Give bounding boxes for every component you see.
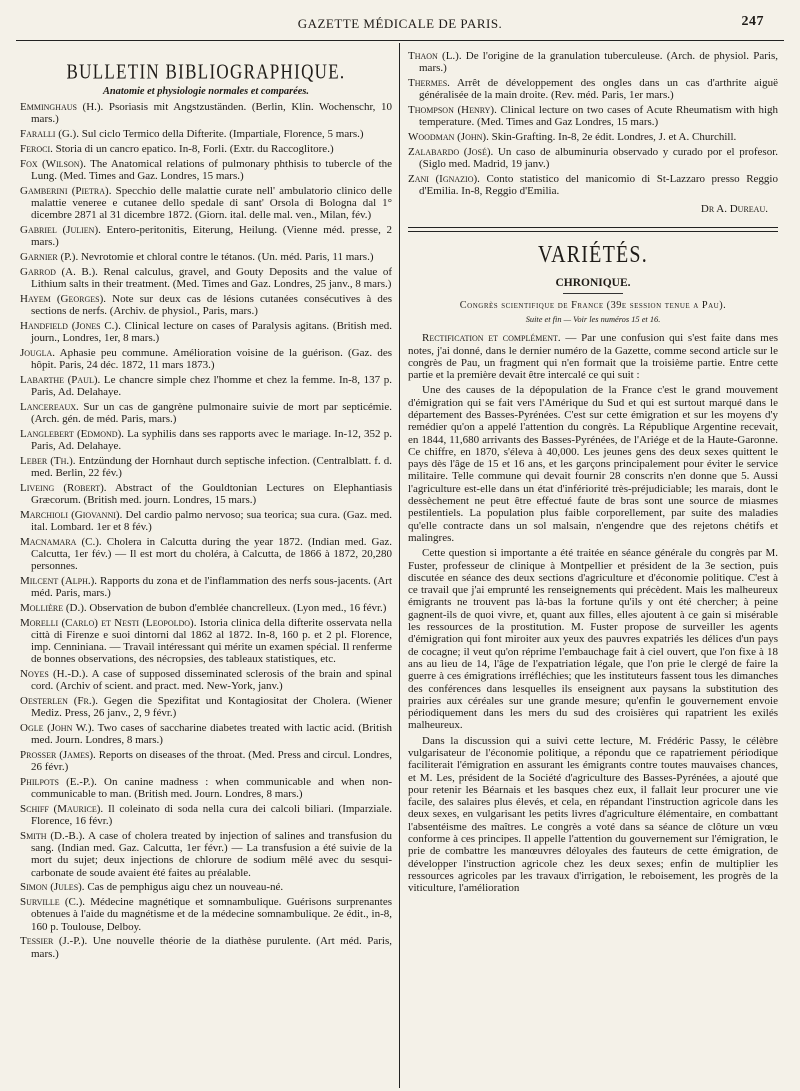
bibliography-entry <box>20 401 392 425</box>
bibliography-entry <box>408 77 778 101</box>
entry-author: Mollière (D.). <box>20 601 87 614</box>
page-number: 247 <box>741 14 764 29</box>
bibliography-entry <box>20 143 392 155</box>
entry-text: Il coleinato di soda nella cura dei calcoli biliari. (Imparziale. Florence, 16 févr.) <box>31 803 392 828</box>
bibliography-entry <box>20 428 392 452</box>
entry-author: Jougla. <box>20 346 56 359</box>
bulletin-title: BULLETIN BIBLIOGRAPHIQUE. <box>66 59 346 84</box>
signature: Dr A. Dureau. <box>700 203 768 216</box>
entry-author: Lancereaux. <box>20 400 79 413</box>
bibliography-entry <box>20 695 392 719</box>
bibliography-entry <box>20 320 392 344</box>
bibliography-entry <box>20 749 392 773</box>
entry-text: The Anatomical relations of pulmonary phthisis to tubercle of the Lung. (Med. Times and Gaz. Londres, 15 mars.) <box>31 157 392 182</box>
entry-text: Entzündung der Hornhaut durch septische infection. (Centralblatt. f. d. med. Berlin, 22 fév.) <box>31 454 392 479</box>
entry-author: Handfield (Jones C.). <box>20 319 121 332</box>
entry-text: Istoria clinica della difterite osservata nella città di Firenze e suoi dintorni dal 1862 al 1872. In-8, 160 p. et 2 pl. Florence, imp. Cenniniana. — Travail intéressant qui mérite un examen spécial. Il renferme de bonnes observations, des nécropsies, des tableaux statistiques, etc. <box>31 616 392 666</box>
chronique-rule <box>563 293 623 294</box>
bibliography-entry <box>20 617 392 666</box>
entry-author: Fox (Wilson). <box>20 157 86 170</box>
bibliography-list-continued <box>408 50 778 197</box>
entry-text: Rapports du zona et de l'inflammation des nerfs sous-jacents. (Art méd. Paris, mars.) <box>31 574 392 599</box>
bibliography-entry <box>20 185 392 222</box>
entry-author: Liveing (Robert). <box>20 481 107 494</box>
varietes-title: VARIÉTÉS. <box>538 241 648 269</box>
bibliography-entry <box>20 722 392 746</box>
bibliography-list <box>20 101 392 960</box>
bibliography-entry <box>20 509 392 533</box>
entry-text: Del cardio palmo nervoso; sua teorica; sua cura. (Gaz. med. ital. Lombard. 1er et 8 fév.) <box>31 508 392 533</box>
entry-text: Cholera in Calcutta during the year 1872. (Indian med. Gaz. Calcutta, 1er fév.) — Il est mort du choléra, à Calcutta, de 1866 à 1872, 20,280 personnes. <box>31 535 392 572</box>
entry-text: Specchio delle malattie curate nell' ambulatorio clinico delle malattie veneree e cutanee dello spedale di sant' Orsola di Bologna dal 1° dicembre 2871 al 31 dicembre 1872. (Giorn. ital. delle mal. ven., Milan, fév.) <box>31 184 392 221</box>
continuation-note: Suite et fin — Voir les numéros 15 et 16. <box>525 315 661 325</box>
bibliography-entry <box>20 101 392 125</box>
entry-author: Faralli (G.). <box>20 128 79 140</box>
section-rule <box>408 227 778 228</box>
entry-text: Le chancre simple chez l'homme et chez la femme. In-8, 137 p. Paris, Ad. Delahaye. <box>31 373 392 398</box>
entry-text: Sur un cas de gangrène pulmonaire suivie de mort par septicémie. (Arch. gén. de méd. Paris, mars.) <box>31 400 392 425</box>
bibliography-entry <box>20 536 392 573</box>
entry-text: Un caso de albuminuria observado y curado por el profesor. (Siglo med. Madrid, 19 janv.) <box>419 145 778 170</box>
entry-author: Feroci. <box>20 142 53 155</box>
bibliography-entry <box>20 602 392 614</box>
entry-text: Renal calculus, gravel, and Gouty Deposits and the value of Lithium salts in their treatment. (Med. Times and Gaz. Londres, 25 janv., 8 mars.) <box>31 265 392 290</box>
bibliography-entry <box>408 131 778 143</box>
entry-author: Philpots (E.-P.). <box>20 776 97 788</box>
bibliography-entry <box>20 347 392 371</box>
entry-text: Arrêt de développement des ongles dans un cas d'arthrite aiguë généralisée de la main droite. (Rev. méd. Paris, 1er mars.) <box>419 77 778 102</box>
bibliography-entry <box>20 455 392 479</box>
bibliography-entry <box>20 374 392 398</box>
entry-text: Aphasie peu commune. Amélioration voisine de la guérison. (Gaz. des hôpit. Paris, 24 déc. 1872, 11 mars 1873.) <box>31 346 392 371</box>
entry-author: Gabriel (Julien). <box>20 223 101 236</box>
chronique-heading: CHRONIQUE. <box>555 277 631 290</box>
entry-author: Labarthe (Paul). <box>20 373 101 386</box>
entry-text: On canine madness : when communicable and when non-communicable to man. (British med. Journ. Londres, 8 mars.) <box>31 776 392 801</box>
entry-text: Storia di un cancro epatico. In-8, Forli. (Extr. du Raccoglitore.) <box>52 142 334 155</box>
entry-author: Surville (C.). <box>20 896 86 909</box>
entry-author: Simon (Jules). <box>20 881 85 894</box>
bibliography-entry <box>20 128 392 140</box>
entry-text: Abstract of the Gouldtonian Lectures on Elephantiasis Græcorum. (British med. journ. Londres, 15 mars.) <box>31 481 392 506</box>
paragraph-text: — Par une confusion qui s'est faite dans mes notes, j'ai donné, dans le dernier numéro de la Gazette, comme second article sur le congrès de Pau, un fragment qui n'en formait que la troisième partie. Entre cette partie et la première devait être intercalé ce qui suit : <box>408 332 778 382</box>
entry-author: Oesterlen (Fr.). <box>20 695 99 707</box>
bulletin-subtitle: Anatomie et physiologie normales et comparées. <box>102 86 310 97</box>
entry-text: Reports on diseases of the throat. (Med. Press and circul. Londres, 26 févr.) <box>31 749 392 774</box>
chronique-article <box>408 332 778 894</box>
entry-author: Ogle (John W.). <box>20 722 95 734</box>
entry-author: Zani (Ignazio). <box>408 172 480 185</box>
entry-author: Tessier (J.-P.). <box>20 935 88 948</box>
entry-text: Clinical lecture on cases of Paralysis agitans. (British med. journ., Londres, 1er, 8 mars.) <box>31 319 392 344</box>
entry-text: Nevrotomie et chloral contre le tétanos. (Un. méd. Paris, 11 mars.) <box>78 250 374 263</box>
bibliography-entry <box>408 146 778 170</box>
entry-author: Macnamara (C.). <box>20 535 102 548</box>
bibliography-entry <box>20 251 392 263</box>
bibliography-entry <box>20 830 392 879</box>
article-paragraph: Une des causes de la dépopulation de la France c'est le grand mouvement d'émigration qui se fait vers l'Amérique du Sud et qui est surtout marqué dans le département des Basses-Pyrénées. C'est sur cette émigration et sur les moyens d'y remédier qu'on a appelé l'attention du congrès. La République Argentine recevait, en 1844, 11,680 arrivants des Basses-Pyrénées, de l'Ariége et de la Haute-Garonne. Ce chiffre, en 1870, s'éleva à 40,000. Les jeunes gens des deux sexes quittent le pays dès l'âge de 15 et 16 ans, et les garçons principalement pour éviter le service militaire. Telle commune qui devait fournir 28 conscrits n'en donne que 5. Aussi l'agriculture est-elle dans un état d'infériorité très-préjudiciable; les marais, dont le dessèchement ne peut être effectué faute de bras sont une source de miasmes pestilentiels. La population plus faible corporellement, par suite des maladies qu'elle contracte dans un sol malsain, n'engendre que des rejetons chétifs et malingres. <box>408 384 778 544</box>
article-paragraph <box>408 332 778 381</box>
entry-author: Leber (Th.). <box>20 454 76 467</box>
left-column <box>20 50 392 1090</box>
running-head <box>0 14 800 36</box>
bibliography-entry <box>20 575 392 599</box>
article-paragraph: Dans la discussion qui a suivi cette lecture, M. Frédéric Passy, le célèbre vulgarisateur de l'économie politique, a répondu que ce rapatriement périodique faciliterait l'émigration en assurant les émigrants contre toutes mauvaises chances, et M. Les, président de la Société d'agriculture des Basses-Pyrénées, a ajouté que pour retenir les Béarnais et les basques chez eux, il fallait leur procurer une vie facile, des salaires plus élevés, et cela, en répandant l'instruction agricole dans les deux sexes, en vulgarisant les petits livres d'agriculture élémentaire, en combattant l'absentéisme des maîtres. Le congrès a voté dans sa séance de clôture un vœu conforme à ces principes. Il appelle l'attention du gouvernement sur l'émigration, le prie de combattre les manœuvres déloyales des fauteurs de cette émigration, de développer l'instruction agricole chez les deux sexes; enfin de multiplier les ressources agricoles par les travaux d'irrigation, le reboisement, les progrès de la viticulture, l'amélioration <box>408 734 778 895</box>
entry-author: Schiff (Maurice). <box>20 803 104 815</box>
bibliography-entry <box>20 224 392 248</box>
lead-in: Rectification et complément. <box>422 332 561 345</box>
bibliography-entry <box>20 881 392 893</box>
entry-text: Observation de bubon d'emblée chancrelleux. (Lyon med., 16 févr.) <box>86 601 387 614</box>
entry-text: La syphilis dans ses rapports avec le mariage. In-12, 352 p. Paris, Ad. Delahaye. <box>31 427 392 452</box>
bibliography-entry <box>408 173 778 197</box>
entry-author: Langlebert (Edmond). <box>20 427 124 440</box>
entry-text: A case of supposed disseminated sclerosis of the brain and spinal cord. (Archiv of scient. and pract. med. New-York, janv.) <box>31 668 392 693</box>
bibliography-entry <box>408 104 778 128</box>
right-column <box>408 50 778 1090</box>
entry-author: Garrod (A. B.). <box>20 265 98 278</box>
entry-author: Milcent (Alph.). <box>20 574 98 587</box>
entry-author: Emminghaus (H.). <box>20 101 104 113</box>
entry-text: Skin-Grafting. In-8, 2e édit. Londres, J. et A. Churchill. <box>488 131 737 143</box>
article-paragraph: Cette question si importante a été traitée en séance générale du congrès par M. Fuster, professeur de clinique à Montpellier et président de la 3e section, puis discutée en séance des deux sections d'agriculture et d'économie politique. C'est à ce travail que j'ai emprunté les renseignements qui précèdent. Mais les malheureux émigrants ne trouvent pas là-bas la fortune qu'ils y ont été chercher; à peine gagnent-ils de quoi vivre, et, quant aux filles, elles ajoutent à ce gain si misérable les ressources de la prostitution. M. Fuster propose de surveiller les agents d'émigration qui font miroiter aux yeux des pauvres expatriés les délices d'un pays de cocagne; il veut qu'on réprime l'embauchage fait à ciel ouvert, que l'on fixe à 18 ans au lieu de 14, l'âge de l'expatriation légale, que l'on prie le clergé de faire la guerre à ces émigrations irréfléchies; que les instituteurs fassent tous les dimanches des conférences dans lesquelles ils enseignent aux paysans la substitution des prairies aux céréales sur une grande mesure; qu'enfin le gouvernement envoie périodiquement dans les mers du sud des croisières qui rapatrient les exilés malheureux. <box>408 547 778 732</box>
entry-author: Thaon (L.). <box>408 50 462 62</box>
entry-author: Marchioli (Giovanni). <box>20 508 123 521</box>
entry-text: A case of cholera treated by injection of salines and transfusion du sang. (Indian med. Gaz. Calcutta, 1er févr.) — La transfusion a été suivie de la mort du sujet; deux injections de chlorure de sodium mêlé avec du sesqui-carbonate de soude avaient été faites au préalable. <box>31 830 392 879</box>
entry-author: Prosser (James). <box>20 749 96 761</box>
entry-text: Note sur deux cas de lésions cutanées consécutives à des sections de nerfs. (Archiv. de physiol., Paris, mars.) <box>31 292 392 317</box>
entry-text: Two cases of saccharine diabetes treated with lactic acid. (British med. Journ. Londres, 8 mars.) <box>31 722 392 747</box>
entry-author: Thermes. <box>408 77 450 89</box>
entry-author: Woodman (John). <box>408 131 489 143</box>
journal-title: GAZETTE MÉDICALE DE PARIS. <box>297 16 503 31</box>
section-rule-thin <box>408 231 778 232</box>
entry-text: Cas de pemphigus aigu chez un nouveau-né. <box>84 881 284 894</box>
header-rule <box>16 40 784 41</box>
bibliography-entry <box>20 668 392 692</box>
entry-author: Morelli (Carlo) et Nesti (Leopoldo). <box>20 616 197 629</box>
entry-text: Psoriasis mit Angstzuständen. (Berlin, Klin. Wochenschr, 10 mars.) <box>31 101 392 126</box>
bibliography-entry <box>20 935 392 959</box>
entry-text: Sul ciclo Termico della Difterite. (Impartiale, Florence, 5 mars.) <box>78 128 364 140</box>
entry-text: Médecine magnétique et somnambulique. Guérisons surprenantes obtenues à l'aide du magnétisme et de la médecine somnambulique. 2e édit., in-8, 160 p. Toulouse, Delboy. <box>31 896 392 933</box>
entry-author: Garnier (P.). <box>20 250 79 263</box>
bibliography-entry <box>20 266 392 290</box>
entry-text: De l'origine de la granulation tuberculeuse. (Arch. de physiol. Paris, mars.) <box>419 50 778 75</box>
entry-author: Noyes (H.-D.). <box>20 668 89 680</box>
entry-text: Clinical lecture on two cases of Acute Rheumatism with high temperature. (Med. Times and Gaz Londres, 15 mars.) <box>419 104 778 129</box>
entry-author: Smith (D.-B.). <box>20 830 85 842</box>
bibliography-entry <box>20 158 392 182</box>
column-divider <box>399 43 400 1088</box>
entry-text: Gegen die Spezifitat und Kontagiositat der Cholera. (Wiener Mediz. Press, 26 janv., 2, 9 févr.) <box>31 695 392 720</box>
bibliography-entry <box>20 293 392 317</box>
entry-text: Entero-peritonitis, Eiterung, Heilung. (Vienne méd. presse, 2 mars.) <box>31 223 392 248</box>
entry-author: Gamberini (Pietra). <box>20 184 112 197</box>
entry-author: Hayem (Georges). <box>20 292 107 305</box>
bibliography-entry <box>20 482 392 506</box>
bibliography-entry <box>20 776 392 800</box>
entry-author: Zalabardo (José). <box>408 145 494 158</box>
bibliography-entry <box>20 896 392 933</box>
bibliography-entry <box>408 50 778 74</box>
congress-title: Congrès scientifique de France (39e session tenue a Pau). <box>459 300 727 312</box>
entry-text: Une nouvelle théorie de la diathèse purulente. (Art méd. Paris, mars.) <box>31 935 392 960</box>
entry-text: Conto statistico del manicomio di St-Lazzaro presso Reggio d'Emilia. In-8, Reggio d'Emilia. <box>419 172 778 197</box>
bibliography-entry <box>20 803 392 827</box>
entry-author: Thompson (Henry). <box>408 104 497 116</box>
